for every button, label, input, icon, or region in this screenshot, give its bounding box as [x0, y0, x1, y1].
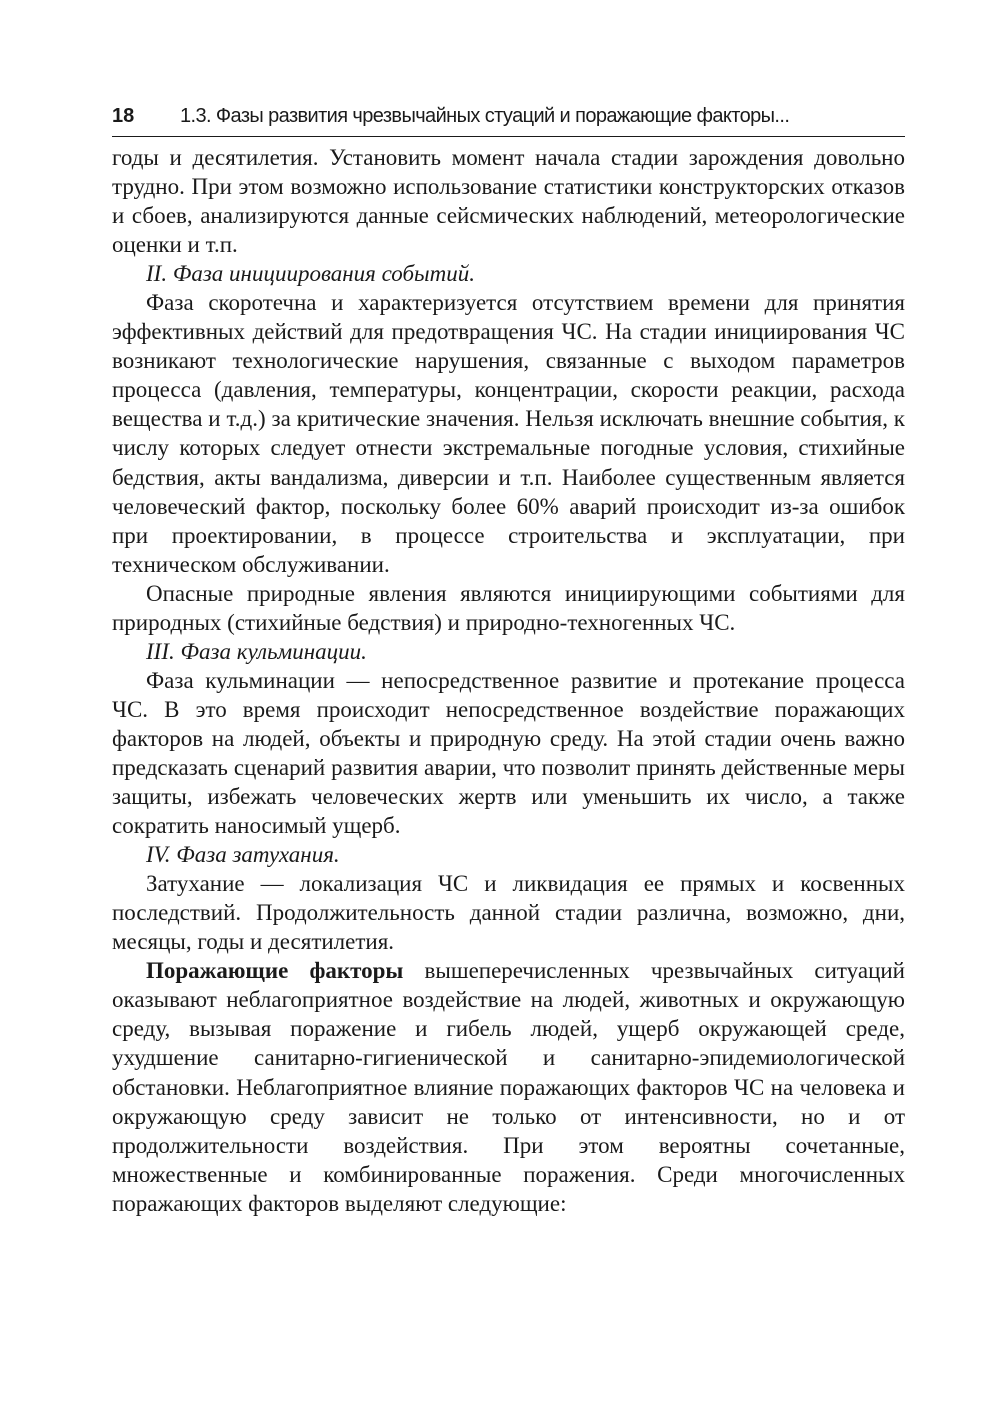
- phase-4-heading: IV. Фаза затухания.: [146, 842, 340, 868]
- page-number: 18: [112, 105, 135, 127]
- running-header: [112, 100, 905, 137]
- natural-events-paragraph: Опасные природные явления являются инициирующими событиями для природных (стихийные бедствия) и природно-техногенных ЧС.: [112, 580, 905, 635]
- phase-2-paragraph: Фаза скоротечна и характеризуется отсутствием времени для принятия эффективных действий для предотвращения ЧС. На стадии инициирования ЧС возникают технологические нарушения, связанные с выходом параметров процесса (давления, температуры, концентрации, скорости реакции, расхода вещества и т.д.) за критические значения. Нельзя исключать внешние события, к числу которых следует отнести экстремальные погодные условия, стихийные бедствия, акты вандализма, диверсии и т.п. Наиболее существенным является человеческий фактор, поскольку более 60% аварий происходит из-за ошибок при проектировании, в процессе строительства и эксплуатации, при техническом обслуживании.: [112, 290, 905, 577]
- body-text: [112, 143, 905, 1218]
- running-title: 1.3. Фазы развития чрезвычайных стуаций и поражающие факторы...: [180, 105, 790, 127]
- phase-2-heading: II. Фаза инициирования событий.: [146, 261, 475, 287]
- damaging-factors-text: вышеперечисленных чрезвычайных ситуаций оказывают неблагоприятное воздействие на людей, животных и окружающую среду, вызывая поражение и гибель людей, ущерб окружающей среде, ухудшение санитарно-гигиенической и санитарно-эпидемиологической обстановки. Неблагоприятное влияние поражающих факторов ЧС на человека и окружающую среду зависит не только от интенсивности, но и от продолжительности воздействия. При этом вероятны сочетанные, множественные и комбинированные поражения. Среди многочисленных поражающих факторов выделяют следующие:: [112, 958, 905, 1216]
- paragraph-continuation: годы и десятилетия. Установить момент начала стадии зарождения довольно трудно. При этом возможно использование статистики конструкторских отказов и сбоев, анализируются данные сейсмических наблюдений, метеорологические оценки и т.п.: [112, 145, 905, 258]
- phase-4-paragraph: Затухание — локализация ЧС и ликвидация ее прямых и косвенных последствий. Продолжительность данной стадии различна, возможно, дни, месяцы, годы и десятилетия.: [112, 871, 905, 955]
- phase-3-paragraph: Фаза кульминации — непосредственное развитие и протекание процесса ЧС. В это время происходит непосредственное воздействие поражающих факторов на людей, объекты и природную среду. На этой стадии очень важно предсказать сценарий развития аварии, что позволит принять действенные меры защиты, избежать человеческих жертв или уменьшить их число, а также сократить наносимый ущерб.: [112, 667, 905, 839]
- phase-3-heading: III. Фаза кульминации.: [146, 638, 367, 664]
- damaging-factors-paragraph: [112, 956, 905, 1217]
- damaging-factors-term: Поражающие факторы: [146, 958, 404, 984]
